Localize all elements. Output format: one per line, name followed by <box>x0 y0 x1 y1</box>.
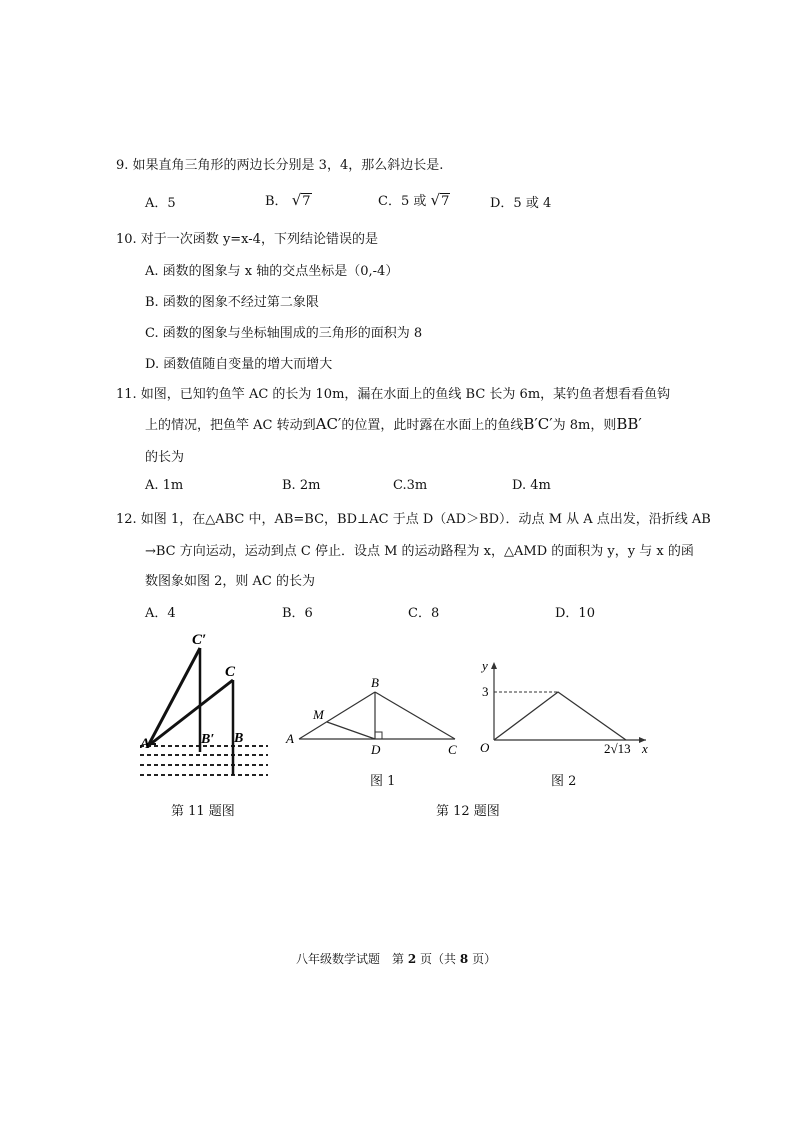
label-a: A <box>286 731 294 746</box>
footer-page-number: 2 <box>407 952 417 966</box>
label-c-prime: C′ <box>192 632 207 648</box>
q11-bc-prime: B′C′ <box>523 415 553 433</box>
rod-ac <box>148 680 233 746</box>
fig11-diagram <box>140 630 270 790</box>
label-y: y <box>482 658 488 673</box>
q12-line2: →BC 方向运动，运动到点 C 停止．设点 M 的运动路程为 x，△AMD 的面积为 y，y 与 x 的函 <box>145 544 694 559</box>
rod-ac-prime <box>148 648 200 746</box>
right-angle-mark <box>375 732 382 739</box>
fig12-1-diagram <box>285 672 465 762</box>
function-graph <box>494 692 626 740</box>
footer-suffix: 页） <box>472 952 497 966</box>
segment-md <box>327 722 375 739</box>
q9-option-b-label: B． <box>265 194 288 209</box>
q9-text: 9. 如果直角三角形的两边长分别是 3，4，那么斜边长是. <box>116 158 444 173</box>
fig12-2-graph <box>474 656 654 764</box>
fig12-group-caption: 第 12 题图 <box>436 804 500 819</box>
q11-option-c: C.3m <box>393 478 428 493</box>
q9-option-d: D．5 或 4 <box>490 196 552 211</box>
q11-ac-prime: AC′ <box>315 415 342 433</box>
label-d: D <box>371 742 381 757</box>
label-b: B <box>234 731 244 746</box>
q10-option-a: A. 函数的图象与 x 轴的交点坐标是（0,-4） <box>145 264 399 279</box>
fig11-caption: 第 11 题图 <box>171 804 235 819</box>
q11-option-d: D. 4m <box>512 478 551 493</box>
sqrt-value: 7 <box>302 194 311 209</box>
tick-label-2root13: 2√13 <box>604 741 631 756</box>
q10-text: 10. 对于一次函数 y=x-4，下列结论错误的是 <box>116 232 378 247</box>
fig12-1-caption: 图 1 <box>370 774 396 789</box>
q9-option-b <box>265 190 312 209</box>
label-c: C <box>448 742 457 757</box>
q9-option-c <box>378 190 450 209</box>
q10-option-d: D. 函数值随自变量的增大而增大 <box>145 357 333 372</box>
label-o: O <box>480 740 490 755</box>
q11-line2-part2: 的位置，此时露在水面上的鱼线 <box>341 418 524 433</box>
q9-option-c-label: C．5 或 <box>378 194 427 209</box>
q11-line1: 11. 如图，已知钓鱼竿 AC 的长为 10m，漏在水面上的鱼线 BC 长为 6m，某钓鱼者想看看鱼钩 <box>116 387 671 402</box>
segment-bc <box>375 692 455 739</box>
segment-ab <box>299 692 375 739</box>
q12-option-b: B．6 <box>282 606 313 621</box>
q12-option-c: C．8 <box>408 606 440 621</box>
q11-bb-prime: BB′ <box>616 415 642 433</box>
q10-option-c: C. 函数的图象与坐标轴围成的三角形的面积为 8 <box>145 326 423 341</box>
y-axis-arrow <box>491 662 497 669</box>
q10-option-b: B. 函数的图象不经过第二象限 <box>145 295 319 310</box>
q11-option-b: B. 2m <box>282 478 321 493</box>
footer-prefix: 八年级数学试题 第 <box>296 952 405 966</box>
label-b: B <box>371 675 379 690</box>
q12-option-a: A．4 <box>145 606 176 621</box>
sqrt-value: 7 <box>441 194 450 209</box>
label-x: x <box>642 741 648 756</box>
q11-line2-part3: 为 8m，则 <box>552 418 617 433</box>
q11-line2 <box>145 414 642 433</box>
q11-line3: 的长为 <box>145 450 185 465</box>
sqrt-7: √7 <box>430 191 450 209</box>
q11-line2-part1: 上的情况，把鱼竿 AC 转动到 <box>145 418 316 433</box>
page-footer <box>296 950 496 967</box>
footer-total-pages: 8 <box>459 952 469 966</box>
q11-option-a: A. 1m <box>145 478 184 493</box>
label-a: A <box>140 736 151 752</box>
label-b-prime: B′ <box>201 732 215 747</box>
q12-option-d: D．10 <box>555 606 595 621</box>
label-c: C <box>225 664 236 680</box>
q12-line3: 数图象如图 2，则 AC 的长为 <box>145 574 316 589</box>
q12-line1: 12. 如图 1，在△ABC 中，AB=BC，BD⊥AC 于点 D（AD＞BD）．动点 M 从 A 点出发，沿折线 AB <box>116 512 711 527</box>
tick-label-3: 3 <box>482 684 489 699</box>
fig12-2-caption: 图 2 <box>551 774 577 789</box>
sqrt-7: √7 <box>291 191 311 209</box>
label-m: M <box>313 707 324 722</box>
q9-option-a: A．5 <box>145 196 176 211</box>
footer-middle: 页（共 <box>420 952 457 966</box>
